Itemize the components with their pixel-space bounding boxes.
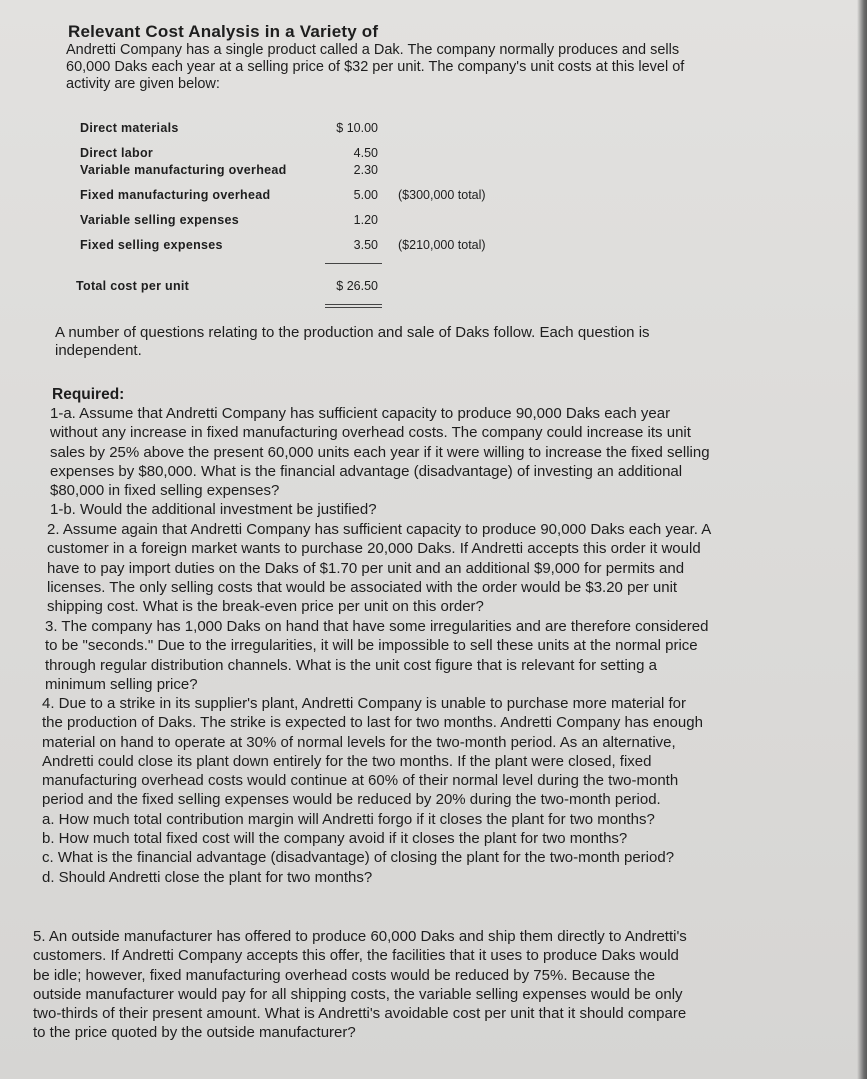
questions-intro-line: A number of questions relating to the production and sale of Daks follow. Each question is (55, 324, 650, 341)
question-line: Andretti could close its plant down entirely for the two months. If the plant were closed, fixed (42, 752, 652, 770)
question-line: 4. Due to a strike in its supplier's plant, Andretti Company is unable to purchase more material for (42, 695, 687, 712)
question-line: b. How much total fixed cost will the company avoid if it closes the plant for two months? (42, 830, 628, 848)
page-edge-shadow (857, 0, 867, 1079)
question-line: through regular distribution channels. What is the unit cost figure that is relevant for setting a (45, 656, 657, 674)
question-line: customers. If Andretti Company accepts this offer, the facilities that it uses to produce Daks would (33, 947, 679, 965)
question-line: be idle; however, fixed manufacturing overhead costs would be reduced by 75%. Because the (33, 966, 656, 984)
cost-row-value: 4.50 (353, 146, 378, 160)
intro-line: activity are given below: (66, 76, 220, 92)
question-line: expenses by $80,000. What is the financial advantage (disadvantage) of investing an additional (50, 462, 683, 480)
subtotal-rule (325, 263, 382, 264)
cost-row-label: Direct labor (80, 146, 154, 160)
document-title: Relevant Cost Analysis in a Variety of (68, 22, 379, 41)
intro-paragraph (66, 42, 796, 93)
question-line: to the price quoted by the outside manufacturer? (33, 1024, 356, 1042)
cost-row-label: Variable selling expenses (80, 213, 239, 227)
intro-line: Andretti Company has a single product called a Dak. The company normally produces and sells (66, 42, 680, 58)
questions-intro-line: independent. (55, 342, 142, 359)
total-double-rule (325, 307, 382, 308)
question-line: outside manufacturer would pay for all shipping costs, the variable selling expenses would be only (33, 985, 683, 1003)
question-line: the production of Daks. The strike is expected to last for two months. Andretti Company has enough (42, 714, 703, 732)
question-3 (45, 617, 830, 694)
question-line: c. What is the financial advantage (disadvantage) of closing the plant for the two-month period? (42, 849, 675, 867)
question-line: without any increase in fixed manufacturing overhead costs. The company could increase its unit (50, 424, 691, 442)
question-line: manufacturing overhead costs would continue at 60% of their normal level during the two-month (42, 772, 679, 790)
cost-row-note: ($210,000 total) (398, 238, 486, 252)
cost-row-label: Fixed selling expenses (80, 238, 223, 252)
question-line: 1-a. Assume that Andretti Company has sufficient capacity to produce 90,000 Daks each year (50, 405, 671, 422)
question-line: sales by 25% above the present 60,000 units each year if it were willing to increase the fixed selling (50, 443, 710, 461)
question-line: minimum selling price? (45, 675, 198, 693)
total-value: $ 26.50 (336, 279, 378, 293)
question-5 (33, 927, 818, 1043)
question-line: d. Should Andretti close the plant for two months? (42, 868, 373, 886)
intro-line: 60,000 Daks each year at a selling price of $32 per unit. The company's unit costs at this level of (66, 59, 685, 75)
question-line: customer in a foreign market wants to purchase 20,000 Daks. If Andretti accepts this order it would (47, 540, 701, 558)
questions-intro (55, 324, 755, 360)
question-2 (47, 520, 832, 616)
cost-row-value: 3.50 (353, 238, 378, 252)
total-double-rule (325, 304, 382, 305)
question-line: 3. The company has 1,000 Daks on hand that have some irregularities and are therefore considered (45, 618, 709, 635)
question-1 (50, 404, 835, 520)
cost-row-label: Direct materials (80, 121, 179, 135)
question-line: 2. Assume again that Andretti Company has sufficient capacity to produce 90,000 Daks each year. A (47, 521, 712, 538)
question-line: $80,000 in fixed selling expenses? (50, 482, 280, 500)
question-line: to be "seconds." Due to the irregularities, it will be impossible to sell these units at the normal price (45, 637, 698, 655)
cost-row-value: 1.20 (353, 213, 378, 227)
cost-row-label: Fixed manufacturing overhead (80, 188, 271, 202)
question-line: have to pay import duties on the Daks of $1.70 per unit and an additional $9,000 for permits and (47, 559, 685, 577)
question-line: two-thirds of their present amount. What is Andretti's avoidable cost per unit that it should compare (33, 1005, 687, 1023)
question-line: period and the fixed selling expenses would be reduced by 20% during the two-month period. (42, 791, 661, 809)
cost-row-note: ($300,000 total) (398, 188, 486, 202)
required-heading: Required: (52, 386, 125, 403)
question-line: licenses. The only selling costs that would be associated with the order would be $3.20 per unit (47, 578, 678, 596)
cost-row-value: 2.30 (353, 163, 378, 177)
question-4 (42, 694, 827, 887)
total-label: Total cost per unit (76, 279, 190, 293)
cost-row-value: $ 10.00 (336, 121, 378, 135)
cost-row-label: Variable manufacturing overhead (80, 163, 287, 177)
question-line: 5. An outside manufacturer has offered to produce 60,000 Daks and ship them directly to Andretti's (33, 928, 687, 945)
question-line: shipping cost. What is the break-even price per unit on this order? (47, 598, 484, 616)
question-line: material on hand to operate at 30% of normal levels for the two-month period. As an alternative, (42, 733, 676, 751)
question-line: 1-b. Would the additional investment be justified? (50, 501, 377, 519)
question-line: a. How much total contribution margin will Andretti forgo if it closes the plant for two months? (42, 810, 655, 828)
cost-row-value: 5.00 (353, 188, 378, 202)
